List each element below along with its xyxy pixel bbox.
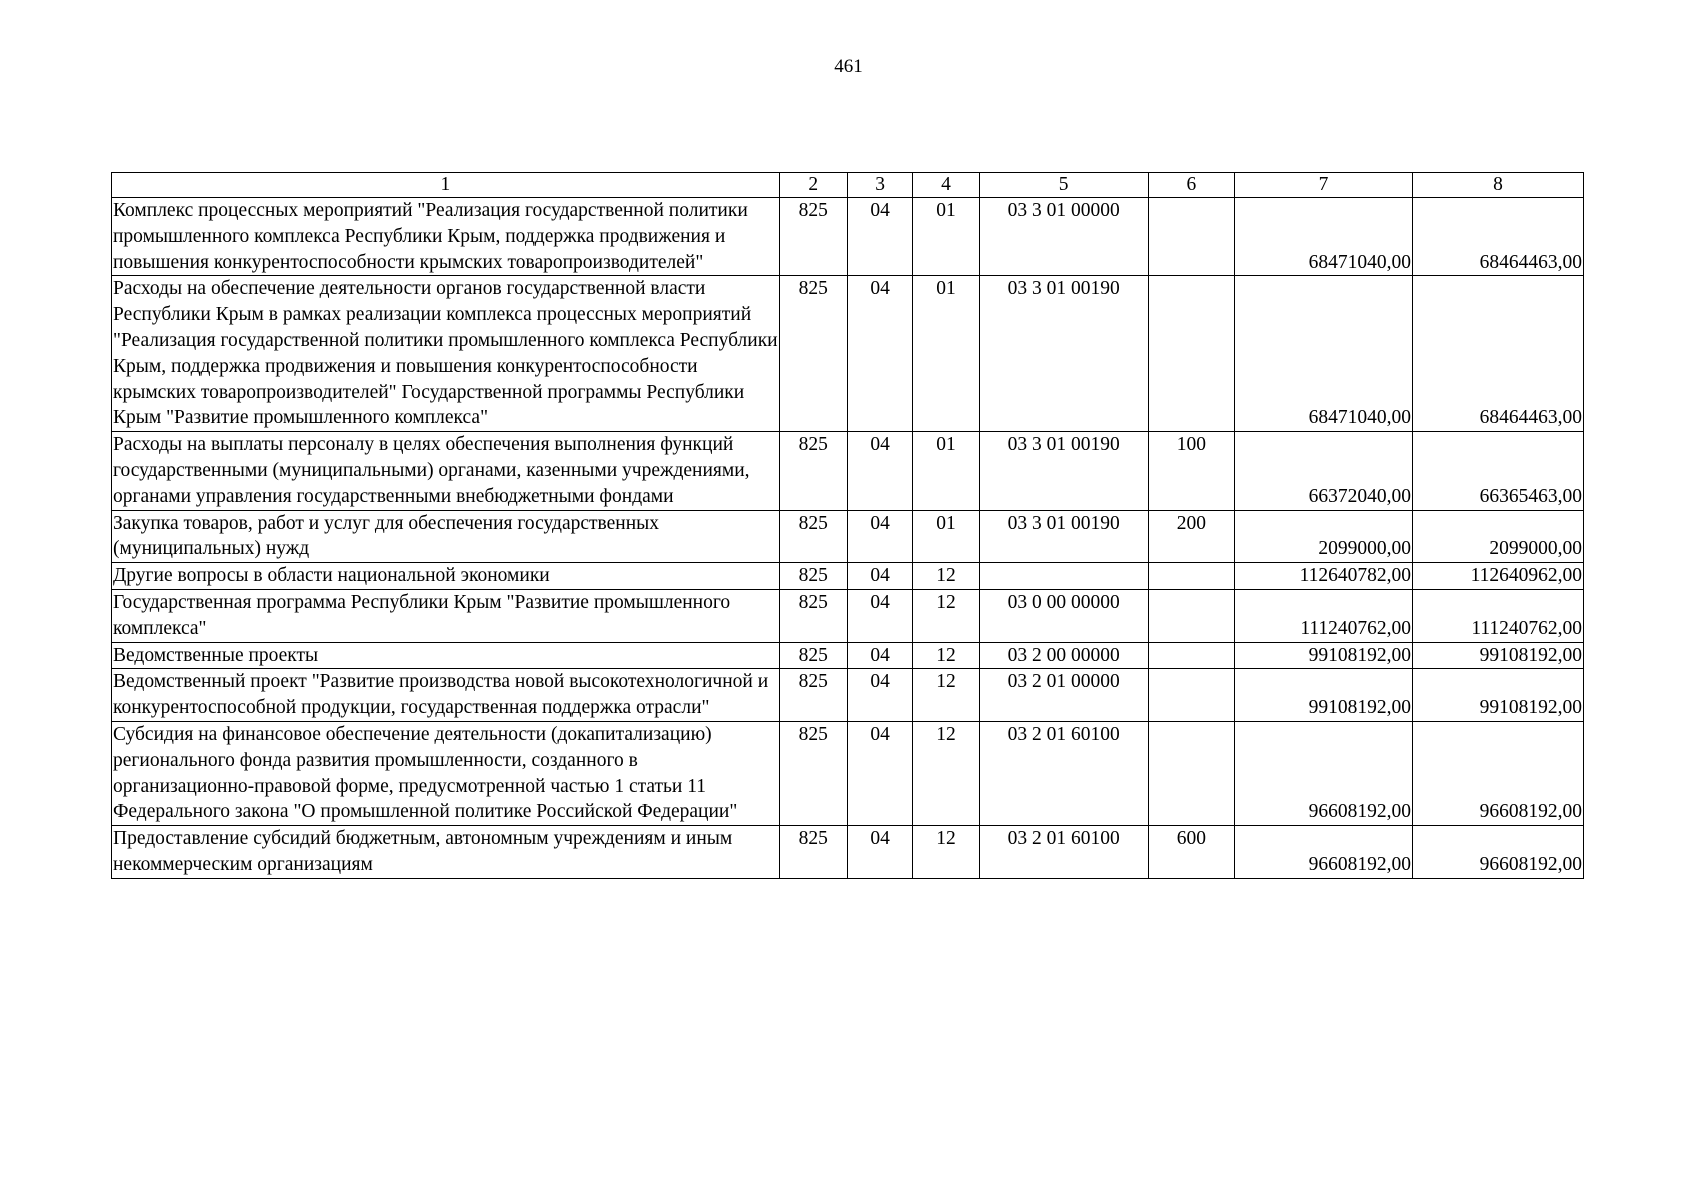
grbs-code: 825: [779, 198, 847, 276]
section-code: 04: [847, 721, 912, 825]
expense-type-code: [1148, 669, 1234, 722]
amount-year-2: 96608192,00: [1413, 721, 1584, 825]
column-header: 3: [847, 173, 912, 198]
table-row: [112, 563, 1584, 590]
amount-year-1: 99108192,00: [1235, 642, 1413, 669]
amount-year-1: 96608192,00: [1235, 721, 1413, 825]
section-code: 04: [847, 510, 912, 563]
column-header: 2: [779, 173, 847, 198]
amount-year-1: 68471040,00: [1235, 276, 1413, 432]
subsection-code: 01: [913, 276, 979, 432]
expense-type-code: 600: [1148, 826, 1234, 879]
row-name: Расходы на обеспечение деятельности органов государственной власти Республики Крым в рамках реализации комплекса процессных мероприятий "Реализация государственной политики промышленного комплекса Республики Крым, поддержка продвижения и повышения конкурентоспособности крымских товаропроизводителей" Государственной программы Республики Крым "Развитие промышленного комплекса": [112, 276, 780, 432]
target-article-code: 03 2 01 60100: [979, 826, 1148, 879]
budget-table: [111, 172, 1584, 879]
column-header: 4: [913, 173, 979, 198]
subsection-code: 12: [913, 642, 979, 669]
table-row: [112, 721, 1584, 825]
amount-year-2: 112640962,00: [1413, 563, 1584, 590]
header-row: [112, 173, 1584, 198]
grbs-code: 825: [779, 563, 847, 590]
target-article-code: 03 3 01 00190: [979, 432, 1148, 510]
amount-year-2: 68464463,00: [1413, 276, 1584, 432]
row-name: Государственная программа Республики Крым "Развитие промышленного комплекса": [112, 589, 780, 642]
expense-type-code: [1148, 198, 1234, 276]
subsection-code: 12: [913, 721, 979, 825]
grbs-code: 825: [779, 276, 847, 432]
expense-type-code: [1148, 642, 1234, 669]
grbs-code: 825: [779, 510, 847, 563]
subsection-code: 01: [913, 432, 979, 510]
row-name: Расходы на выплаты персоналу в целях обеспечения выполнения функций государственными (муниципальными) органами, казенными учреждениями, органами управления государственными внебюджетными фондами: [112, 432, 780, 510]
amount-year-1: 111240762,00: [1235, 589, 1413, 642]
target-article-code: 03 2 01 00000: [979, 669, 1148, 722]
amount-year-1: 99108192,00: [1235, 669, 1413, 722]
row-name: Предоставление субсидий бюджетным, автономным учреждениям и иным некоммерческим организациям: [112, 826, 780, 879]
target-article-code: 03 0 00 00000: [979, 589, 1148, 642]
subsection-code: 12: [913, 589, 979, 642]
subsection-code: 12: [913, 563, 979, 590]
table-row: [112, 510, 1584, 563]
section-code: 04: [847, 432, 912, 510]
expense-type-code: 100: [1148, 432, 1234, 510]
table-row: [112, 642, 1584, 669]
row-name: Закупка товаров, работ и услуг для обеспечения государственных (муниципальных) нужд: [112, 510, 780, 563]
amount-year-2: 99108192,00: [1413, 642, 1584, 669]
target-article-code: [979, 563, 1148, 590]
amount-year-2: 66365463,00: [1413, 432, 1584, 510]
column-header: 5: [979, 173, 1148, 198]
row-name: Ведомственные проекты: [112, 642, 780, 669]
amount-year-2: 99108192,00: [1413, 669, 1584, 722]
section-code: 04: [847, 276, 912, 432]
page-number: 461: [834, 56, 863, 77]
amount-year-1: 68471040,00: [1235, 198, 1413, 276]
subsection-code: 12: [913, 826, 979, 879]
expense-type-code: [1148, 589, 1234, 642]
section-code: 04: [847, 642, 912, 669]
expense-type-code: 200: [1148, 510, 1234, 563]
amount-year-1: 2099000,00: [1235, 510, 1413, 563]
expense-type-code: [1148, 276, 1234, 432]
grbs-code: 825: [779, 721, 847, 825]
table-row: [112, 198, 1584, 276]
row-name: Субсидия на финансовое обеспечение деятельности (докапитализацию) регионального фонда развития промышленности, созданного в организационно-правовой форме, предусмотренной частью 1 статьи 11 Федерального закона "О промышленной политике Российской Федерации": [112, 721, 780, 825]
grbs-code: 825: [779, 432, 847, 510]
subsection-code: 01: [913, 198, 979, 276]
table-row: [112, 669, 1584, 722]
table-body: [112, 198, 1584, 879]
expense-type-code: [1148, 721, 1234, 825]
row-name: Ведомственный проект "Развитие производства новой высокотехнологичной и конкурентоспособной продукции, государственная поддержка отрасли": [112, 669, 780, 722]
table-row: [112, 826, 1584, 879]
column-header: 1: [112, 173, 780, 198]
amount-year-1: 66372040,00: [1235, 432, 1413, 510]
column-header: 8: [1413, 173, 1584, 198]
expense-type-code: [1148, 563, 1234, 590]
amount-year-1: 112640782,00: [1235, 563, 1413, 590]
grbs-code: 825: [779, 669, 847, 722]
subsection-code: 12: [913, 669, 979, 722]
column-header: 7: [1235, 173, 1413, 198]
target-article-code: 03 3 01 00190: [979, 510, 1148, 563]
amount-year-1: 96608192,00: [1235, 826, 1413, 879]
target-article-code: 03 3 01 00190: [979, 276, 1148, 432]
section-code: 04: [847, 669, 912, 722]
amount-year-2: 68464463,00: [1413, 198, 1584, 276]
row-name: Комплекс процессных мероприятий "Реализация государственной политики промышленного комплекса Республики Крым, поддержка продвижения и повышения конкурентоспособности крымских товаропроизводителей": [112, 198, 780, 276]
table-row: [112, 589, 1584, 642]
section-code: 04: [847, 563, 912, 590]
section-code: 04: [847, 589, 912, 642]
amount-year-2: 111240762,00: [1413, 589, 1584, 642]
subsection-code: 01: [913, 510, 979, 563]
table-row: [112, 432, 1584, 510]
amount-year-2: 96608192,00: [1413, 826, 1584, 879]
column-header: 6: [1148, 173, 1234, 198]
row-name: Другие вопросы в области национальной экономики: [112, 563, 780, 590]
table-row: [112, 276, 1584, 432]
grbs-code: 825: [779, 642, 847, 669]
grbs-code: 825: [779, 826, 847, 879]
amount-year-2: 2099000,00: [1413, 510, 1584, 563]
section-code: 04: [847, 198, 912, 276]
target-article-code: 03 2 00 00000: [979, 642, 1148, 669]
target-article-code: 03 2 01 60100: [979, 721, 1148, 825]
grbs-code: 825: [779, 589, 847, 642]
section-code: 04: [847, 826, 912, 879]
target-article-code: 03 3 01 00000: [979, 198, 1148, 276]
